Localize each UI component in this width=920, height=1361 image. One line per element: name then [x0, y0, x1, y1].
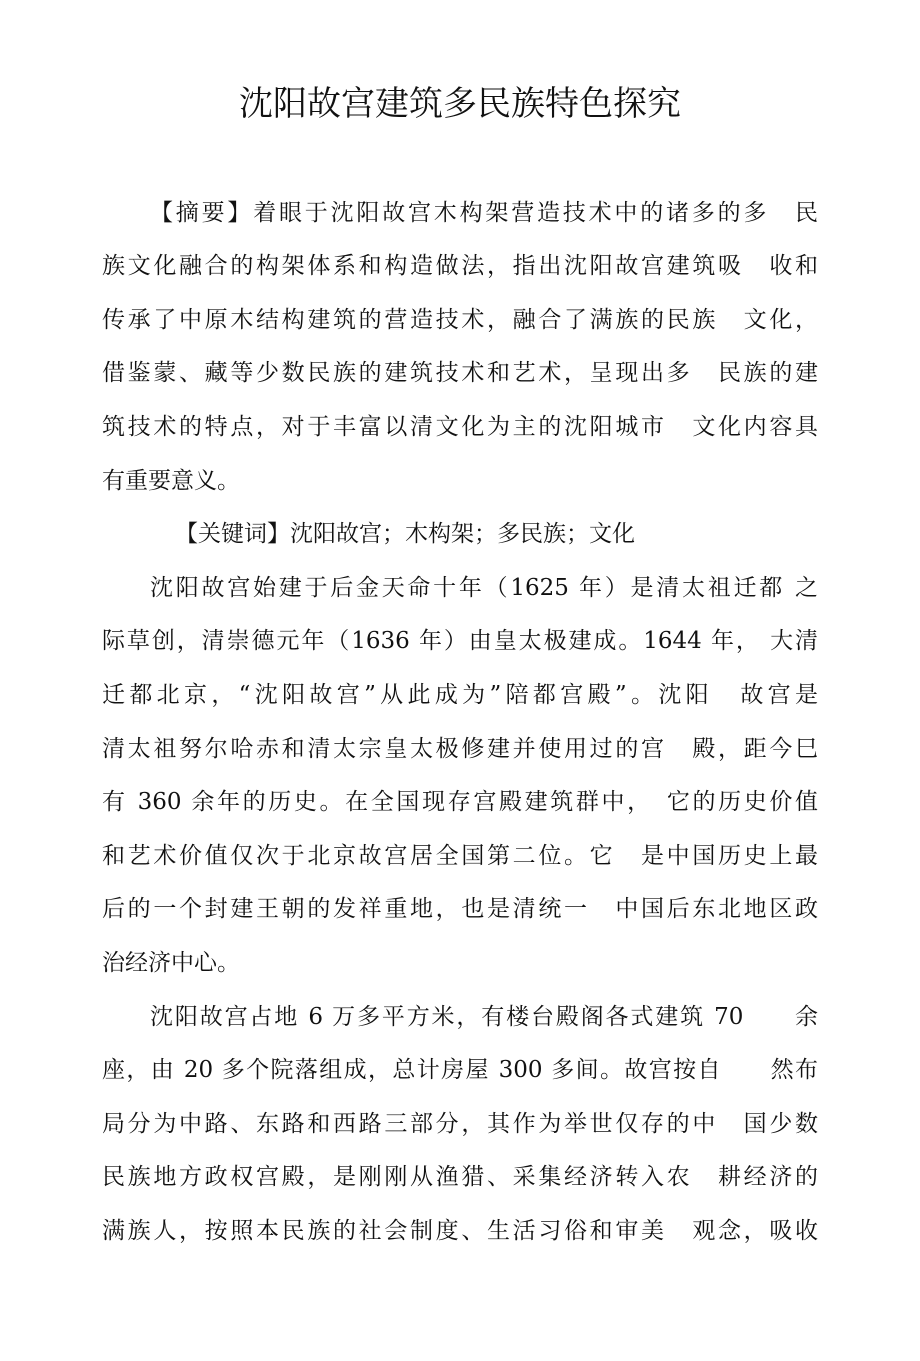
abstract-line: 借鉴蒙、藏等少数民族的建筑技术和艺术，呈现出多 民族的建 [102, 360, 818, 386]
paragraph-line: 局分为中路、东路和西路三部分，其作为举世仅存的中 国少数 [102, 1111, 818, 1137]
keywords: 【关键词】沈阳故宫；木构架；多民族；文化 [175, 521, 635, 547]
paragraph-line: 后的一个封建王朝的发祥重地，也是清统一 中国后东北地区政 [102, 896, 818, 922]
paragraph-line: 沈阳故宫占地 6 万多平方米，有楼台殿阁各式建筑 70 余 [150, 1004, 818, 1030]
paragraph-line: 沈阳故宫始建于后金天命十年（1625 年）是清太祖迁都 之 [150, 575, 818, 601]
paragraph-line: 清太祖努尔哈赤和清太宗皇太极修建并使用过的宫 殿，距今巳 [102, 736, 818, 762]
document-title: 沈阳故宫建筑多民族特色探究 [239, 84, 681, 124]
paragraph-line: 治经济中心。 [102, 950, 240, 976]
paragraph-line: 有 360 余年的历史。在全国现存宫殿建筑群中， 它的历史价值 [102, 789, 818, 815]
paragraph-line: 座，由 20 多个院落组成，总计房屋 300 多间。故宫按自 然布 [102, 1057, 818, 1083]
abstract-line: 有重要意义。 [102, 468, 240, 494]
abstract-line: 【摘要】着眼于沈阳故宫木构架营造技术中的诸多的多 民 [150, 200, 818, 226]
paragraph-line: 民族地方政权宫殿，是刚刚从渔猎、采集经济转入农 耕经济的 [102, 1164, 818, 1190]
paragraph-line: 满族人，按照本民族的社会制度、生活习俗和审美 观念，吸收 [102, 1218, 818, 1244]
paragraph-line: 际草创，清崇德元年（1636 年）由皇太极建成。1644 年， 大清 [102, 628, 818, 654]
abstract-line: 族文化融合的构架体系和构造做法，指出沈阳故宫建筑吸 收和 [102, 253, 818, 279]
abstract-line: 传承了中原木结构建筑的营造技术，融合了满族的民族 文化， [102, 307, 818, 333]
paragraph-line: 迁都北京，“沈阳故宫”从此成为”陪都宫殿”。沈阳 故宫是 [102, 682, 818, 708]
paragraph-line: 和艺术价值仅次于北京故宫居全国第二位。它 是中国历史上最 [102, 843, 818, 869]
abstract-line: 筑技术的特点，对于丰富以清文化为主的沈阳城市 文化内容具 [102, 414, 818, 440]
